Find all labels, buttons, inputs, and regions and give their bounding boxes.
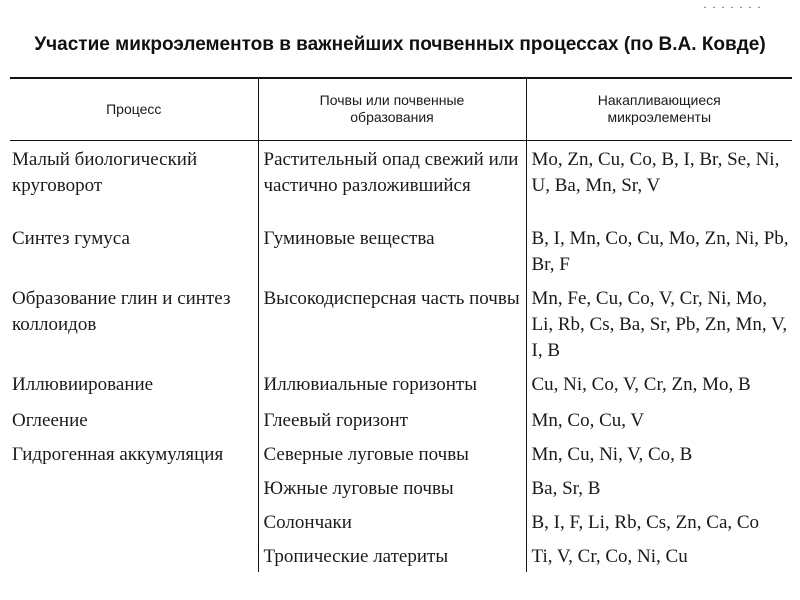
soils-cell: Иллювиальные горизонты <box>258 366 526 402</box>
elements-cell: Mn, Fe, Cu, Co, V, Cr, Ni, Mo, Li, Rb, Cs, Ba, Sr, Pb, Zn, Mn, V, I, B <box>526 280 792 366</box>
soils-cell: Тропические латериты <box>258 538 526 572</box>
process-cell <box>10 470 258 504</box>
elements-cell: B, I, F, Li, Rb, Cs, Zn, Ca, Co <box>526 504 792 538</box>
soils-cell: Растительный опад свежий или частично разложившийся <box>258 140 526 220</box>
soils-cell: Глеевый горизонт <box>258 402 526 436</box>
soils-cell: Высокодисперсная часть почвы <box>258 280 526 366</box>
header-process: Процесс <box>10 78 258 140</box>
process-cell <box>10 504 258 538</box>
process-cell: Иллювиирование <box>12 374 154 395</box>
table-row <box>10 436 792 470</box>
elements-cell: Ba, Sr, B <box>526 470 792 504</box>
table-row <box>10 402 792 436</box>
elements-cell: Mo, Zn, Cu, Co, B, I, Br, Se, Ni, U, Ba, Mn, Sr, V <box>526 140 792 220</box>
table-row <box>10 538 792 572</box>
table-row <box>10 220 792 280</box>
elements-cell: Mn, Cu, Ni, V, Co, B <box>526 436 792 470</box>
header-elements: Накапливающиеся микроэлементы <box>526 78 792 140</box>
process-cell: Гидрогенная аккумуляция <box>12 444 224 465</box>
table-header-row <box>10 78 792 140</box>
soils-cell: Солончаки <box>258 504 526 538</box>
soils-cell: Северные луговые почвы <box>258 436 526 470</box>
table-row <box>10 140 792 220</box>
table-row <box>10 470 792 504</box>
elements-cell: Cu, Ni, Co, V, Cr, Zn, Mo, B <box>526 366 792 402</box>
elements-cell: B, I, Mn, Co, Cu, Mo, Zn, Ni, Pb, Br, F <box>526 220 792 280</box>
process-cell: Малый биологический круговорот <box>12 148 198 196</box>
table-row <box>10 280 792 366</box>
microelements-table <box>10 77 792 572</box>
process-cell: Оглеение <box>12 410 88 431</box>
process-cell <box>10 538 258 572</box>
soils-cell: Гуминовые вещества <box>258 220 526 280</box>
table-row <box>10 504 792 538</box>
elements-cell: Mn, Co, Cu, V <box>526 402 792 436</box>
header-soils: Почвы или почвенные образования <box>258 78 526 140</box>
table-row <box>10 366 792 402</box>
page-header-mark: · · · · · · · <box>703 0 762 14</box>
elements-cell: Ti, V, Cr, Co, Ni, Cu <box>526 538 792 572</box>
process-cell: Образование глин и синтез коллоидов <box>12 288 231 335</box>
process-cell: Синтез гумуса <box>12 228 130 249</box>
soils-cell: Южные луговые почвы <box>258 470 526 504</box>
table-title: Участие микроэлементов в важнейших почвенных процессах (по В.А. Ковде) <box>34 34 766 55</box>
